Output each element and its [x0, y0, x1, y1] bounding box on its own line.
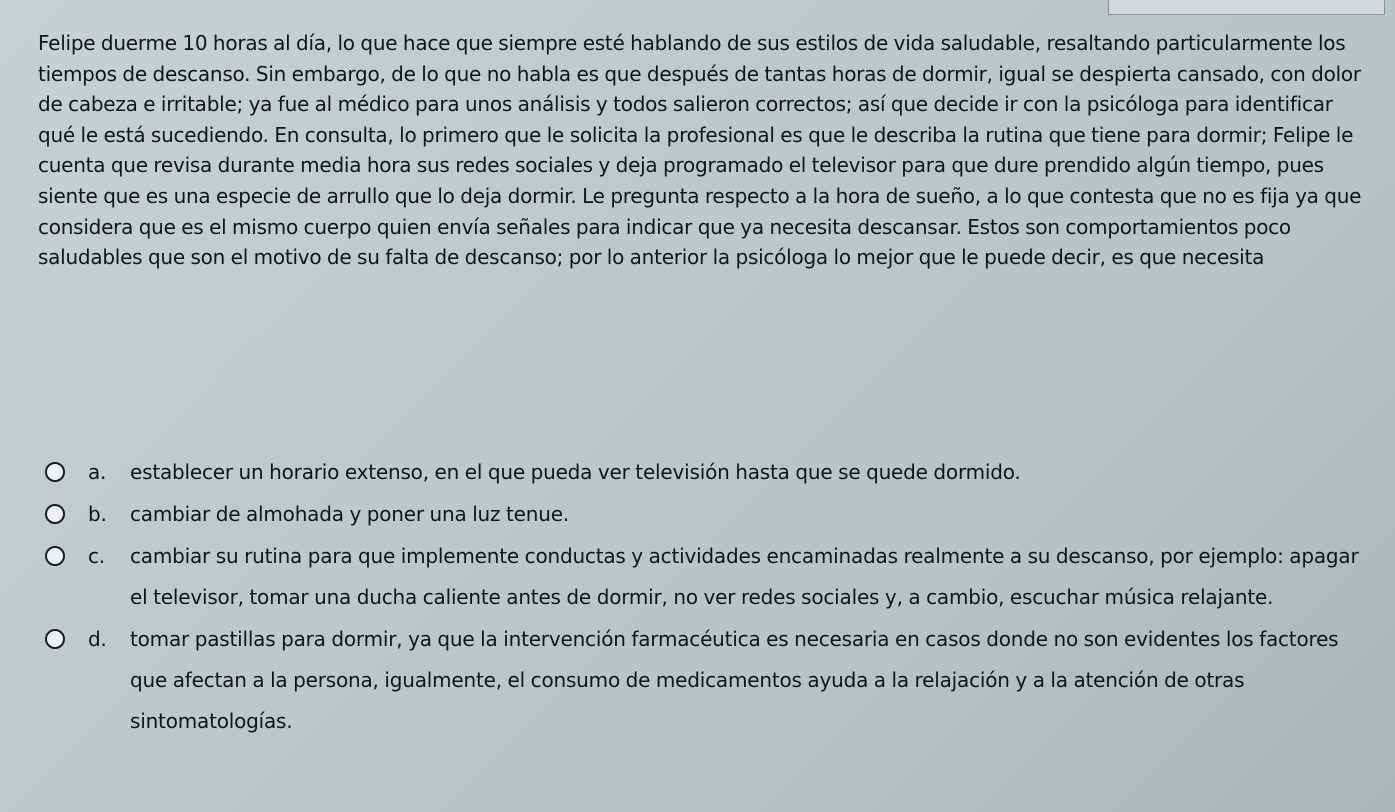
answer-text-a: establecer un horario extenso, en el que pueda ver televisión hasta que se quede dormido.	[130, 460, 1021, 484]
radio-button-d[interactable]	[45, 629, 65, 649]
radio-button-b[interactable]	[45, 504, 65, 524]
answer-option-d[interactable]	[40, 619, 1360, 742]
question-block	[38, 28, 1363, 273]
top-tab-edge	[1108, 0, 1385, 15]
answer-text-c: cambiar su rutina para que implemente conductas y actividades encaminadas realmente a su descanso, por ejemplo: apagar el televisor, tomar una ducha caliente antes de dormir, no ver redes sociales y, a cambio, escuchar música relajante.	[130, 544, 1359, 609]
answer-letter-b: b.	[88, 502, 107, 526]
answer-option-a[interactable]	[40, 452, 1360, 493]
answer-letter-a: a.	[88, 460, 107, 484]
answer-letter-d: d.	[88, 627, 107, 651]
answer-option-c[interactable]	[40, 536, 1360, 618]
answer-text-b: cambiar de almohada y poner una luz tenue.	[130, 502, 569, 526]
radio-button-a[interactable]	[45, 462, 65, 482]
answer-text-d: tomar pastillas para dormir, ya que la intervención farmacéutica es necesaria en casos donde no son evidentes los factores que afectan a la persona, igualmente, el consumo de medicamentos ayuda a la relajación y a la atención de otras sintomatologías.	[130, 627, 1339, 733]
answer-options	[40, 452, 1360, 742]
radio-button-c[interactable]	[45, 546, 65, 566]
question-text: Felipe duerme 10 horas al día, lo que hace que siempre esté hablando de sus estilos de vida saludable, resaltando particularmente los tiempos de descanso. Sin embargo, de lo que no habla es que después de tantas horas de dormir, igual se despierta cansado, con dolor de cabeza e irritable; ya fue al médico para unos análisis y todos salieron correctos; así que decide ir con la psicóloga para identificar qué le está sucediendo. En consulta, lo primero que le solicita la profesional es que le describa la rutina que tiene para dormir; Felipe le cuenta que revisa durante media hora sus redes sociales y deja programado el televisor para que dure prendido algún tiempo, pues siente que es una especie de arrullo que lo deja dormir. Le pregunta respecto a la hora de sueño, a lo que contesta que no es fija ya que considera que es el mismo cuerpo quien envía señales para indicar que ya necesita descansar. Estos son comportamientos poco saludables que son el motivo de su falta de descanso; por lo anterior la psicóloga lo mejor que le puede decir, es que necesita	[38, 31, 1362, 270]
answer-option-b[interactable]	[40, 494, 1360, 535]
answer-letter-c: c.	[88, 544, 105, 568]
